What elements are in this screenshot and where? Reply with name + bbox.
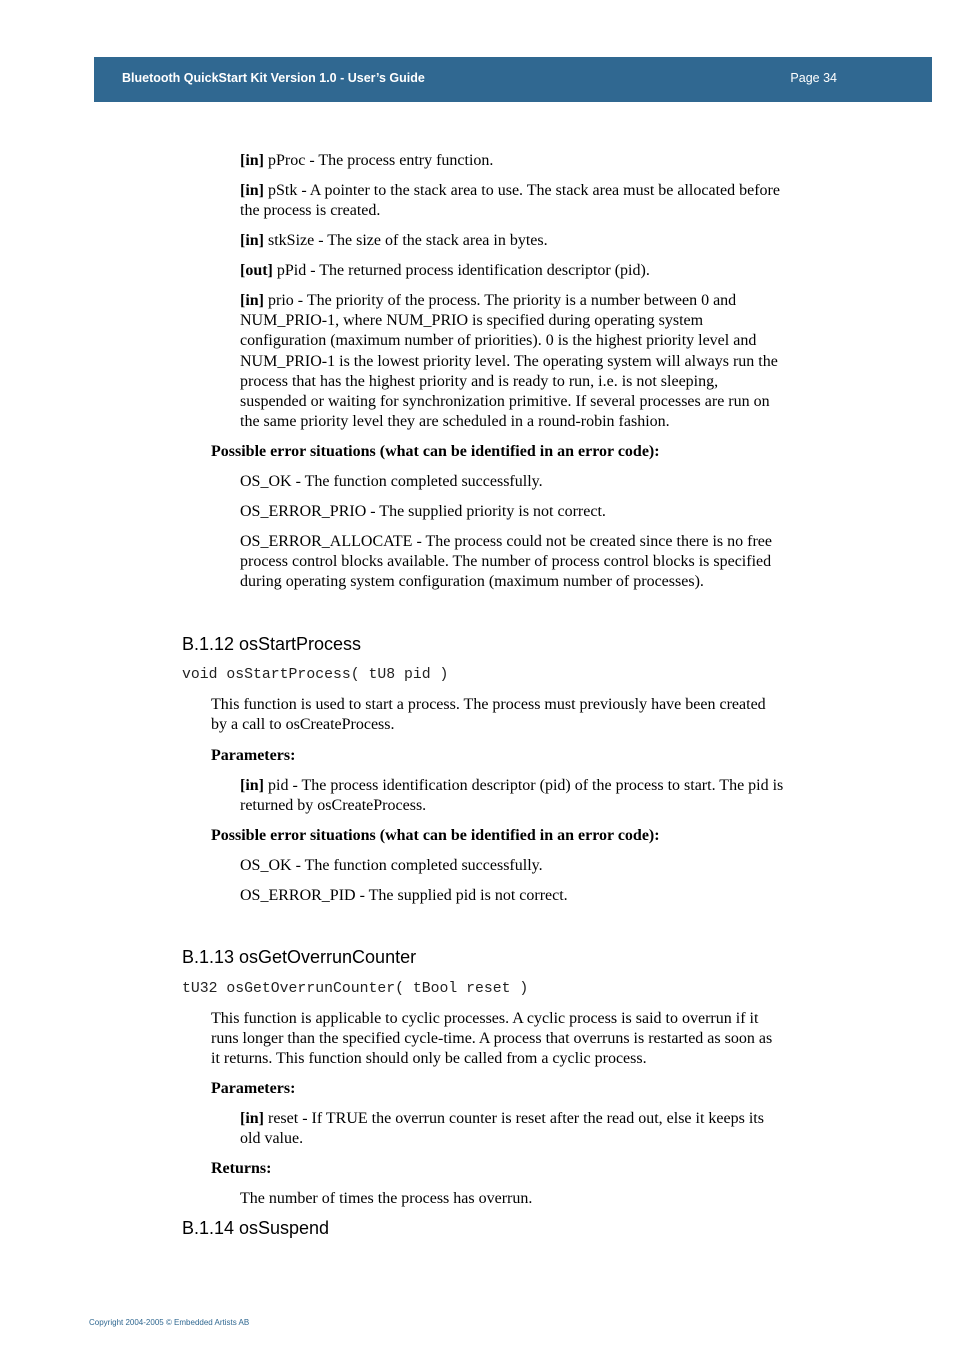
error-os-ok: OS_OK - The function completed successfully. (240, 473, 543, 490)
function-signature: tU32 osGetOverrunCounter( tBool reset ) (182, 981, 529, 997)
param-pid: [in] pid - The process identification descriptor (pid) of the process to start. The pid is returned by osCreateProcess. (240, 777, 784, 815)
error-os-error-pid: OS_ERROR_PID - The supplied pid is not correct. (240, 887, 568, 904)
section-heading-osstartprocess: B.1.12 osStartProcess (182, 634, 362, 654)
parameters-heading: Parameters: (211, 747, 296, 764)
section-heading-ossuspend: B.1.14 osSuspend (182, 1218, 330, 1238)
function-description: This function is used to start a process. The process must previously have been created by a call to osCreateProcess. (211, 696, 766, 734)
errors-heading: Possible error situations (what can be identified in an error code): (211, 443, 660, 460)
error-os-error-prio: OS_ERROR_PRIO - The supplied priority is not correct. (240, 503, 606, 520)
parameters-heading: Parameters: (211, 1080, 296, 1097)
page-number: Page 34 (790, 71, 837, 85)
section-heading-osgetoverruncounter: B.1.13 osGetOverrunCounter (182, 947, 417, 967)
error-os-error-allocate: OS_ERROR_ALLOCATE - The process could not be created since there is no free process control blocks available. The number of process control blocks is specified during operating system configuration (maximum number of processes). (240, 533, 773, 591)
param-pstk: [in] pStk - A pointer to the stack area to use. The stack area must be allocated before the process is created. (240, 182, 780, 220)
param-prio: [in] prio - The priority of the process. The priority is a number between 0 and NUM_PRIO-1, where NUM_PRIO is specified during operating system configuration (maximum number of priorities). 0 is the highest priority level and NUM_PRIO-1 is the lowest priority level. The operating system will always run the process that has the highest priority and is ready to run, i.e. is not sleeping, suspended or waiting for synchronization primitive. If several processes are run on the same priority level they are scheduled in a round-robin fashion. (240, 292, 778, 431)
param-reset: [in] reset - If TRUE the overrun counter is reset after the read out, else it keeps its old value. (240, 1110, 764, 1148)
returns-text: The number of times the process has overrun. (240, 1190, 533, 1207)
errors-heading: Possible error situations (what can be identified in an error code): (211, 827, 660, 844)
copyright-footer: Copyright 2004-2005 © Embedded Artists AB (89, 1318, 250, 1327)
function-signature: void osStartProcess( tU8 pid ) (182, 667, 449, 683)
param-pproc: [in] pProc - The process entry function. (240, 152, 494, 169)
error-os-ok: OS_OK - The function completed successfully. (240, 857, 543, 874)
param-ppid: [out] pPid - The returned process identification descriptor (pid). (240, 262, 650, 279)
page-header (94, 57, 932, 102)
returns-heading: Returns: (211, 1160, 272, 1177)
document-title: Bluetooth QuickStart Kit Version 1.0 - User’s Guide (122, 71, 425, 85)
param-stksize: [in] stkSize - The size of the stack area in bytes. (240, 232, 548, 249)
function-description: This function is applicable to cyclic processes. A cyclic process is said to overrun if it runs longer than the specified cycle-time. A process that overruns is restarted as soon as it returns. This function should only be called from a cyclic process. (211, 1010, 773, 1068)
